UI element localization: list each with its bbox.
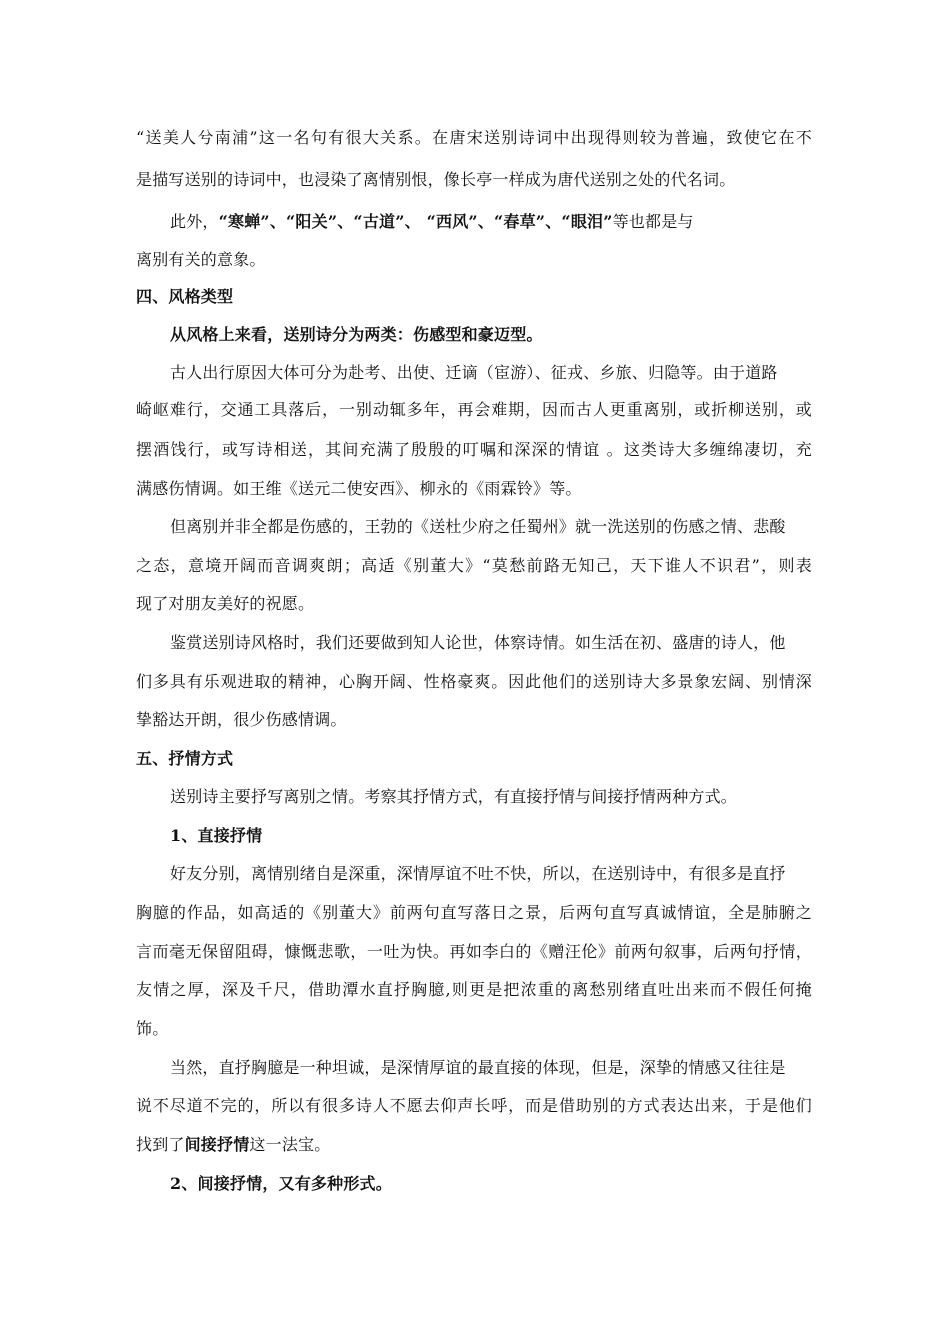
text-line: 好友分别，离情别绪自是深重，深情厚谊不吐不快，所以，在送别诗中，有很多是直抒	[170, 864, 786, 883]
text-line: 当然，直抒胸臆是一种坦诚，是深情厚谊的最直接的体现，但是，深挚的情感又往往是	[170, 1058, 786, 1077]
text-line	[136, 1135, 330, 1155]
text-line: 古人出行原因大体可分为赴考、出使、迁谪（宦游）、征戎、乡旅、归隐等。由于道路	[170, 363, 778, 382]
subheading: 1、直接抒情	[170, 826, 263, 845]
text-line: 是描写送别的诗词中，也浸染了离情别恨，像长亭一样成为唐代送别之处的代名词。	[136, 170, 736, 189]
text-line: 送别诗主要抒写离别之情。考察其抒情方式，有直接抒情与间接抒情两种方式。	[170, 787, 738, 806]
text-run: 这一法宝。	[249, 1135, 331, 1154]
text-line: 言而毫无保留阻碍，慷慨悲歌，一吐为快。再如李白的《赠汪伦》前两句叙事，后两句抒情，	[136, 942, 812, 961]
text-line: 离别有关的意象。	[136, 250, 266, 269]
subheading: 2、间接抒情，又有多种形式。	[170, 1174, 392, 1193]
text-line: 现了对朋友美好的祝愿。	[136, 594, 315, 613]
text-line: 胸臆的作品，如高适的《别董大》前两句直写落日之景，后两句直写真诚情谊，全是肺腑之	[136, 903, 812, 922]
emphasis-term: 间接抒情	[184, 1135, 250, 1154]
text-line: 但离别并非全都是伤感的，王勃的《送杜少府之任蜀州》就一洗送别的伤感之情、悲酸	[170, 517, 786, 536]
text-line: 摆酒饯行，或写诗相送，其间充满了殷殷的叮嘱和深深的情谊 。这类诗大多缠绵凄切，充	[136, 440, 812, 459]
section-heading: 五、抒情方式	[136, 749, 234, 768]
text-line: 们多具有乐观进取的精神，心胸开阔、性格豪爽。因此他们的送别诗大多景象宏阔、别情深	[136, 672, 812, 691]
subheading: 从风格上来看，送别诗分为两类：伤感型和豪迈型。	[170, 325, 543, 344]
text-line	[170, 212, 694, 232]
text-line: “送美人兮南浦”这一名句有很大关系。在唐宋送别诗词中出现得则较为普遍，致使它在不	[136, 128, 812, 147]
text-run: 找到了	[136, 1135, 185, 1154]
imagery-keywords: “寒蝉”、“阳关”、“古道”、 “西风”、“春草”、“眼泪”	[218, 212, 613, 231]
section-heading: 四、风格类型	[136, 287, 234, 306]
text-line: 友情之厚，深及千尺，借助潭水直抒胸臆,则更是把浓重的离愁别绪直吐出来而不假任何掩	[136, 980, 812, 999]
text-line: 说不尽道不完的，所以有很多诗人不愿去仰声长呼，而是借助别的方式表达出来，于是他们	[136, 1096, 812, 1115]
text-line: 崎岖难行，交通工具落后，一别动辄多年，再会难期，因而古人更重离别，或折柳送别，或	[136, 400, 812, 419]
text-line: 饰。	[136, 1019, 169, 1038]
text-line: 之态，意境开阔而音调爽朗；高适《别董大》“莫愁前路无知己，天下谁人不识君”，则表	[136, 556, 812, 575]
text-run: 此外，	[170, 212, 219, 231]
text-line: 满感伤情调。如王维《送元二使安西》、柳永的《雨霖铃》等。	[136, 479, 582, 498]
text-line: 鉴赏送别诗风格时，我们还要做到知人论世，体察诗情。如生活在初、盛唐的诗人，他	[170, 633, 786, 652]
text-line: 挚豁达开朗，很少伤感情调。	[136, 710, 347, 729]
text-run: 等也都是与	[612, 212, 694, 231]
